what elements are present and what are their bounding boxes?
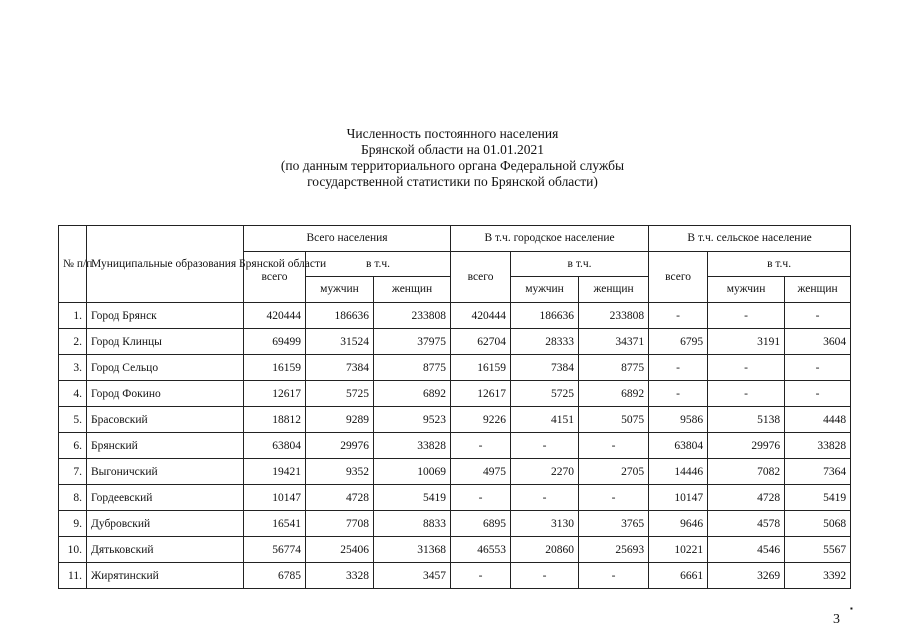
cell-total-men: 25406	[306, 537, 374, 563]
cell-total-men: 7384	[306, 355, 374, 381]
cell-urban-women: 5075	[579, 407, 649, 433]
cell-total-women: 31368	[374, 537, 451, 563]
header-urban-all: всего	[451, 252, 511, 303]
cell-rural-women: -	[785, 381, 851, 407]
header-rural-population: В т.ч. сельское население	[649, 226, 851, 252]
header-total-all: всего	[244, 252, 306, 303]
cell-urban-all: 12617	[451, 381, 511, 407]
cell-total-men: 31524	[306, 329, 374, 355]
cell-total-women: 8833	[374, 511, 451, 537]
cell-urban-all: -	[451, 563, 511, 589]
cell-rural-women: 7364	[785, 459, 851, 485]
cell-urban-all: 46553	[451, 537, 511, 563]
cell-rural-women: 5419	[785, 485, 851, 511]
row-number: 10.	[59, 537, 87, 563]
cell-total-men: 9352	[306, 459, 374, 485]
cell-rural-women: -	[785, 355, 851, 381]
page-number: 3	[833, 612, 840, 627]
row-number: 6.	[59, 433, 87, 459]
header-urban-population: В т.ч. городское население	[451, 226, 649, 252]
header-municipality: Муниципальные образования Брянской области	[87, 226, 244, 303]
header-urban-including: в т.ч.	[511, 252, 649, 277]
header-total-population: Всего населения	[244, 226, 451, 252]
cell-urban-men: -	[511, 563, 579, 589]
table-row	[59, 329, 851, 355]
cell-urban-all: 9226	[451, 407, 511, 433]
cell-rural-all: -	[649, 303, 708, 329]
row-number: 7.	[59, 459, 87, 485]
cell-rural-women: 5567	[785, 537, 851, 563]
cell-urban-men: 3130	[511, 511, 579, 537]
cell-total-women: 8775	[374, 355, 451, 381]
cell-urban-all: 420444	[451, 303, 511, 329]
cell-rural-men: -	[708, 381, 785, 407]
header-rural-including: в т.ч.	[708, 252, 851, 277]
header-urban-men: мужчин	[511, 277, 579, 303]
title-line-3: (по данным территориального органа Федеральной службы	[280, 158, 625, 173]
cell-rural-men: -	[708, 303, 785, 329]
cell-rural-all: 63804	[649, 433, 708, 459]
cell-urban-men: 7384	[511, 355, 579, 381]
table-row	[59, 485, 851, 511]
municipality-name: Жирятинский	[87, 563, 244, 589]
cell-urban-all: 62704	[451, 329, 511, 355]
row-number: 3.	[59, 355, 87, 381]
cell-urban-women: 3765	[579, 511, 649, 537]
cell-urban-women: 2705	[579, 459, 649, 485]
cell-urban-women: -	[579, 485, 649, 511]
table-row	[59, 303, 851, 329]
cell-total-all: 16541	[244, 511, 306, 537]
cell-urban-men: 2270	[511, 459, 579, 485]
table-row	[59, 355, 851, 381]
municipality-name: Город Клинцы	[87, 329, 244, 355]
corner-mark: ▪	[850, 604, 853, 613]
cell-rural-women: -	[785, 303, 851, 329]
municipality-name: Город Брянск	[87, 303, 244, 329]
cell-urban-women: 34371	[579, 329, 649, 355]
cell-urban-men: 4151	[511, 407, 579, 433]
row-number: 8.	[59, 485, 87, 511]
cell-total-all: 10147	[244, 485, 306, 511]
title-line-4: государственной статистики по Брянской области)	[307, 174, 598, 189]
cell-urban-men: 28333	[511, 329, 579, 355]
cell-total-all: 420444	[244, 303, 306, 329]
cell-rural-all: 9586	[649, 407, 708, 433]
municipality-name: Гордеевский	[87, 485, 244, 511]
cell-urban-all: -	[451, 433, 511, 459]
cell-urban-women: 25693	[579, 537, 649, 563]
municipality-name: Город Фокино	[87, 381, 244, 407]
cell-total-all: 69499	[244, 329, 306, 355]
row-number: 5.	[59, 407, 87, 433]
cell-total-women: 3457	[374, 563, 451, 589]
table-row	[59, 459, 851, 485]
cell-total-women: 10069	[374, 459, 451, 485]
cell-total-all: 12617	[244, 381, 306, 407]
cell-total-all: 63804	[244, 433, 306, 459]
municipality-name: Дубровский	[87, 511, 244, 537]
cell-total-women: 233808	[374, 303, 451, 329]
cell-urban-women: 233808	[579, 303, 649, 329]
cell-rural-men: 3191	[708, 329, 785, 355]
cell-urban-all: 6895	[451, 511, 511, 537]
cell-rural-men: 5138	[708, 407, 785, 433]
cell-total-men: 9289	[306, 407, 374, 433]
cell-rural-men: 3269	[708, 563, 785, 589]
cell-urban-men: -	[511, 433, 579, 459]
cell-total-women: 37975	[374, 329, 451, 355]
header-total-men: мужчин	[306, 277, 374, 303]
cell-urban-all: 4975	[451, 459, 511, 485]
cell-rural-men: 29976	[708, 433, 785, 459]
cell-rural-men: 4578	[708, 511, 785, 537]
header-rural-men: мужчин	[708, 277, 785, 303]
cell-total-all: 56774	[244, 537, 306, 563]
municipality-name: Брасовский	[87, 407, 244, 433]
cell-total-men: 5725	[306, 381, 374, 407]
cell-urban-all: 16159	[451, 355, 511, 381]
cell-rural-all: 9646	[649, 511, 708, 537]
header-total-including: в т.ч.	[306, 252, 451, 277]
cell-total-women: 5419	[374, 485, 451, 511]
table-row	[59, 433, 851, 459]
cell-urban-men: 186636	[511, 303, 579, 329]
table-row	[59, 537, 851, 563]
cell-rural-women: 3604	[785, 329, 851, 355]
cell-total-all: 6785	[244, 563, 306, 589]
cell-total-men: 4728	[306, 485, 374, 511]
cell-rural-women: 5068	[785, 511, 851, 537]
cell-urban-women: -	[579, 563, 649, 589]
title-line-1: Численность постоянного населения	[346, 126, 559, 141]
cell-urban-women: -	[579, 433, 649, 459]
cell-rural-women: 3392	[785, 563, 851, 589]
table-row	[59, 407, 851, 433]
table-row	[59, 563, 851, 589]
cell-total-all: 16159	[244, 355, 306, 381]
row-number: 11.	[59, 563, 87, 589]
cell-total-men: 186636	[306, 303, 374, 329]
cell-urban-women: 6892	[579, 381, 649, 407]
table-body	[59, 303, 851, 589]
cell-rural-men: -	[708, 355, 785, 381]
municipality-name: Брянский	[87, 433, 244, 459]
header-rural-women: женщин	[785, 277, 851, 303]
cell-rural-all: -	[649, 381, 708, 407]
cell-total-women: 6892	[374, 381, 451, 407]
cell-urban-men: 5725	[511, 381, 579, 407]
title-line-2: Брянской области на 01.01.2021	[361, 142, 544, 157]
header-rural-all: всего	[649, 252, 708, 303]
cell-total-women: 9523	[374, 407, 451, 433]
cell-rural-women: 4448	[785, 407, 851, 433]
cell-rural-all: 6661	[649, 563, 708, 589]
document-title	[0, 126, 905, 190]
cell-rural-all: 6795	[649, 329, 708, 355]
municipality-name: Город Сельцо	[87, 355, 244, 381]
cell-rural-men: 4546	[708, 537, 785, 563]
cell-urban-all: -	[451, 485, 511, 511]
table-row	[59, 381, 851, 407]
row-number: 2.	[59, 329, 87, 355]
cell-rural-all: -	[649, 355, 708, 381]
municipality-name: Дятьковский	[87, 537, 244, 563]
cell-rural-all: 14446	[649, 459, 708, 485]
row-number: 4.	[59, 381, 87, 407]
cell-rural-men: 7082	[708, 459, 785, 485]
municipality-name: Выгоничский	[87, 459, 244, 485]
cell-rural-men: 4728	[708, 485, 785, 511]
header-num: № п/п	[59, 226, 87, 303]
cell-total-men: 7708	[306, 511, 374, 537]
cell-total-all: 19421	[244, 459, 306, 485]
cell-urban-women: 8775	[579, 355, 649, 381]
table-row	[59, 511, 851, 537]
cell-total-men: 29976	[306, 433, 374, 459]
cell-total-men: 3328	[306, 563, 374, 589]
cell-rural-women: 33828	[785, 433, 851, 459]
cell-total-women: 33828	[374, 433, 451, 459]
population-table	[58, 225, 851, 589]
cell-rural-all: 10147	[649, 485, 708, 511]
table-header	[59, 226, 851, 303]
header-urban-women: женщин	[579, 277, 649, 303]
cell-rural-all: 10221	[649, 537, 708, 563]
row-number: 9.	[59, 511, 87, 537]
cell-total-all: 18812	[244, 407, 306, 433]
cell-urban-men: 20860	[511, 537, 579, 563]
row-number: 1.	[59, 303, 87, 329]
header-total-women: женщин	[374, 277, 451, 303]
cell-urban-men: -	[511, 485, 579, 511]
